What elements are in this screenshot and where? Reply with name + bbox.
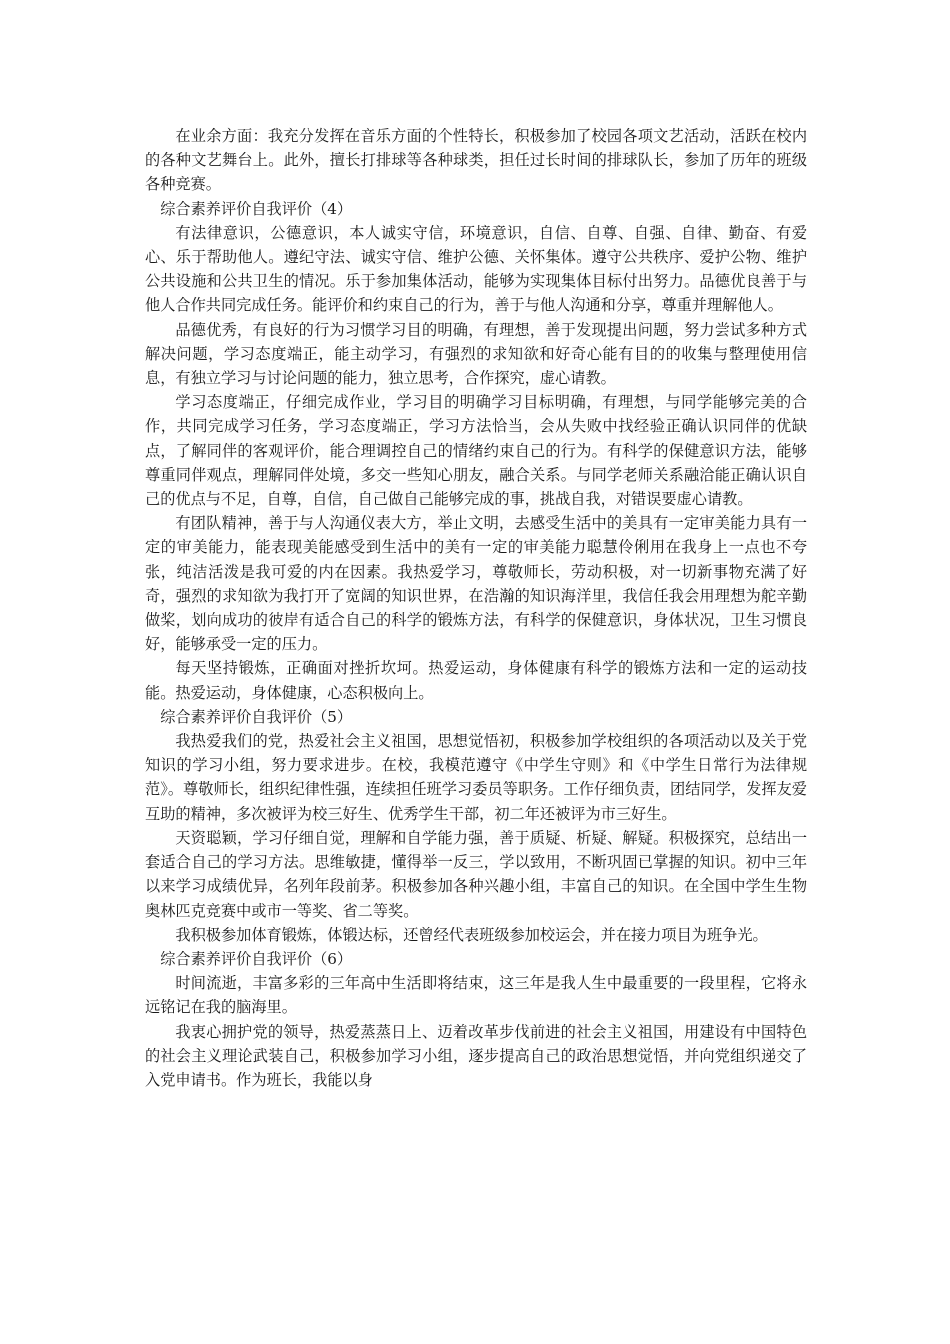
paragraph-time-passing: 时间流逝，丰富多彩的三年高中生活即将结束，这三年是我人生中最重要的一段里程，它将永远铭记在我的脑海里。 (145, 974, 807, 1017)
paragraph-support-party: 我衷心拥护党的领导，热爱蒸蒸日上、迈着改革步伐前进的社会主义祖国，用建设有中国特色的社会主义理论武装自己，积极参加学习小组，逐步提高自己的政治思想觉悟，并向党组织递交了入党申请书。作为班长，我能以身 (145, 1022, 807, 1089)
paragraph-good-character: 品德优秀，有良好的行为习惯学习目的明确，有理想，善于发现提出问题，努力尝试多种方式解决问题，学习态度端正，能主动学习，有强烈的求知欲和好奇心能有目的的收集与整理使用信息，有独立学习与讨论问题的能力，独立思考，合作探究，虚心请教。 (145, 320, 807, 388)
paragraph-love-party: 我热爱我们的党，热爱社会主义祖国，思想觉悟初，积极参加学校组织的各项活动以及关于党知识的学习小组，努力要求进步。在校，我模范遵守《中学生守则》和《中学生日常行为法律规范》。尊敬师长，组织纪律性强，连续担任班学习委员等职务。工作仔细负责，团结同学，发挥友爱互助的精神，多次被评为校三好生、优秀学生干部，初二年还被评为市三好生。 (145, 732, 807, 823)
paragraph-hobbies: 在业余方面：我充分发挥在音乐方面的个性特长，积极参加了校园各项文艺活动，活跃在校内的各种文艺舞台上。此外，擅长打排球等各种球类，担任过长时间的排球队长，参加了历年的班级各种竞赛。 (145, 127, 807, 194)
paragraph-exercise: 每天坚持锻炼，正确面对挫折坎坷。热爱运动，身体健康有科学的锻炼方法和一定的运动技能。热爱运动，身体健康，心态积极向上。 (145, 659, 807, 702)
paragraph-team-spirit: 有团队精神，善于与人沟通仪表大方，举止文明，去感受生活中的美具有一定审美能力具有一定的审美能力，能表现美能感受到生活中的美有一定的审美能力聪慧伶俐用在我身上一点也不夸张，纯洁活泼是我可爱的内在因素。我热爱学习，尊敬师长，劳动积极，对一切新事物充满了好奇，强烈的求知欲为我打开了宽阔的知识世界，在浩瀚的知识海洋里，我信任我会用理想为舵辛勤做桨，划向成功的彼岸有适合自己的科学的锻炼方法，有科学的保健意识，身体状况，卫生习惯良好，能够承受一定的压力。 (145, 514, 807, 654)
paragraph-sports: 我积极参加体育锻炼，体锻达标，还曾经代表班级参加校运会，并在接力项目为班争光。 (175, 925, 768, 944)
paragraph-talent: 天资聪颖，学习仔细自觉，理解和自学能力强，善于质疑、析疑、解疑。积极探究，总结出一套适合自己的学习方法。思维敏捷，懂得举一反三，学以致用，不断巩固已掌握的知识。初中三年以来学习成绩优异，名列年段前茅。积极参加各种兴趣小组，丰富自己的知识。在全国中学生生物奥林匹克竞赛中或市一等奖、省二等奖。 (145, 828, 807, 920)
document-body (145, 124, 807, 1092)
paragraph-legal-awareness: 有法律意识，公德意识，本人诚实守信，环境意识，自信、自尊、自强、自律、勤奋、有爱心、乐于帮助他人。遵纪守法、诚实守信、维护公德、关怀集体。遵守公共秩序、爱护公物、维护公共设施和公共卫生的情况。乐于参加集体活动，能够为实现集体目标付出努力。品德优良善于与他人合作共同完成任务。能评价和约束自己的行为，善于与他人沟通和分享，尊重并理解他人。 (145, 223, 807, 315)
section-heading-6: 综合素养评价自我评价（6） (160, 949, 353, 968)
section-heading-5: 综合素养评价自我评价（5） (160, 707, 353, 726)
paragraph-study-attitude: 学习态度端正，仔细完成作业，学习目的明确学习目标明确，有理想，与同学能够完美的合作，共同完成学习任务，学习态度端正，学习方法恰当，会从失败中找经验正确认识同伴的优缺点，了解同伴的客观评价，能合理调控自己的情绪约束自己的行为。有科学的保健意识方法，能够尊重同伴观点，理解同伴处境，多交一些知心朋友，融合关系。与同学老师关系融洽能正确认识自己的优点与不足，自尊，自信，自己做自己能够完成的事，挑战自我，对错误要虚心请教。 (145, 393, 807, 509)
section-heading-4: 综合素养评价自我评价（4） (160, 199, 353, 218)
